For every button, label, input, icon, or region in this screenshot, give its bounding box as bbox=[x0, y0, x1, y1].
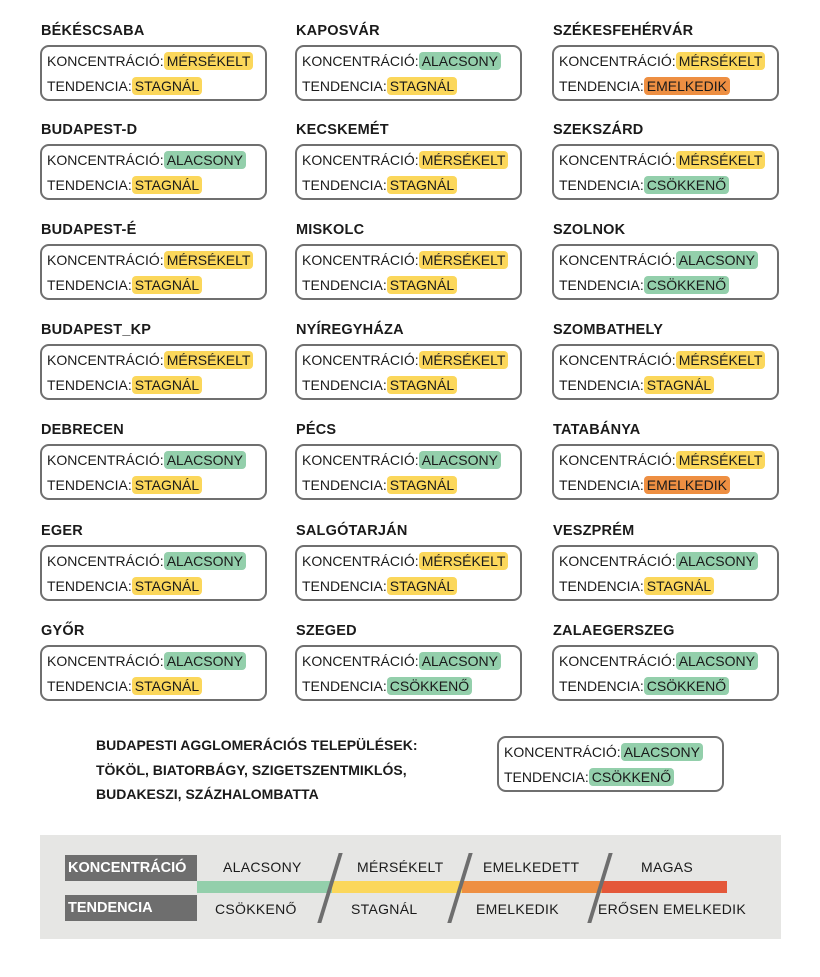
tendencia-badge: STAGNÁL bbox=[644, 376, 714, 394]
city-name-debrecen: DEBRECEN bbox=[41, 422, 124, 438]
city-status-card bbox=[40, 244, 267, 300]
legend-trend-stagnal: STAGNÁL bbox=[351, 901, 418, 917]
koncentracio-label: KONCENTRÁCIÓ: bbox=[302, 252, 419, 268]
tendencia-badge: STAGNÁL bbox=[132, 376, 202, 394]
tendencia-label: TENDENCIA: bbox=[504, 769, 589, 785]
tendencia-label: TENDENCIA: bbox=[559, 678, 644, 694]
legend-trend-csokkeno: CSÖKKENŐ bbox=[215, 901, 297, 917]
legend-trend-emelkedik: EMELKEDIK bbox=[476, 901, 559, 917]
koncentracio-line bbox=[47, 351, 253, 369]
koncentracio-line bbox=[559, 52, 765, 70]
city-status-card bbox=[552, 144, 779, 200]
city-name-szeged: SZEGED bbox=[296, 623, 357, 639]
koncentracio-label: KONCENTRÁCIÓ: bbox=[559, 252, 676, 268]
tendencia-badge: CSÖKKENŐ bbox=[644, 677, 729, 695]
koncentracio-badge: ALACSONY bbox=[419, 451, 501, 469]
koncentracio-badge: ALACSONY bbox=[419, 52, 501, 70]
legend-bar-emelkedett bbox=[462, 881, 602, 893]
koncentracio-badge: ALACSONY bbox=[164, 451, 246, 469]
tendencia-badge: STAGNÁL bbox=[387, 577, 457, 595]
koncentracio-badge: MÉRSÉKELT bbox=[419, 151, 509, 169]
tendencia-label: TENDENCIA: bbox=[47, 78, 132, 94]
tendencia-badge: STAGNÁL bbox=[387, 77, 457, 95]
koncentracio-badge: ALACSONY bbox=[419, 652, 501, 670]
city-name-salg-tarj-n: SALGÓTARJÁN bbox=[296, 523, 408, 539]
koncentracio-label: KONCENTRÁCIÓ: bbox=[559, 152, 676, 168]
tendencia-label: TENDENCIA: bbox=[47, 678, 132, 694]
koncentracio-label: KONCENTRÁCIÓ: bbox=[559, 553, 676, 569]
koncentracio-badge: ALACSONY bbox=[676, 652, 758, 670]
tendencia-label: TENDENCIA: bbox=[559, 477, 644, 493]
koncentracio-badge: MÉRSÉKELT bbox=[419, 552, 509, 570]
tendencia-badge: STAGNÁL bbox=[132, 176, 202, 194]
koncentracio-label: KONCENTRÁCIÓ: bbox=[47, 53, 164, 69]
city-name-miskolc: MISKOLC bbox=[296, 222, 365, 238]
tendencia-line bbox=[47, 577, 202, 595]
koncentracio-label: KONCENTRÁCIÓ: bbox=[559, 653, 676, 669]
city-name-budapest-d: BUDAPEST-D bbox=[41, 122, 138, 138]
tendencia-badge: CSÖKKENŐ bbox=[387, 677, 472, 695]
city-name-szeksz-rd: SZEKSZÁRD bbox=[553, 122, 644, 138]
tendencia-label: TENDENCIA: bbox=[47, 377, 132, 393]
tendencia-label: TENDENCIA: bbox=[559, 78, 644, 94]
agglomeration-line: TÖKÖL, BIATORBÁGY, SZIGETSZENTMIKLÓS, bbox=[96, 761, 407, 778]
city-status-card bbox=[295, 645, 522, 701]
city-status-card bbox=[552, 545, 779, 601]
koncentracio-line bbox=[559, 552, 758, 570]
legend-bar-alacsony bbox=[197, 881, 332, 893]
koncentracio-line bbox=[302, 451, 501, 469]
koncentracio-badge: MÉRSÉKELT bbox=[164, 351, 254, 369]
koncentracio-label: KONCENTRÁCIÓ: bbox=[302, 152, 419, 168]
city-name-p-cs: PÉCS bbox=[296, 422, 337, 438]
koncentracio-badge: ALACSONY bbox=[164, 552, 246, 570]
city-name-kecskem-t: KECSKEMÉT bbox=[296, 122, 389, 138]
tendencia-badge: STAGNÁL bbox=[132, 476, 202, 494]
agglomeration-title bbox=[96, 733, 418, 807]
city-status-card bbox=[40, 344, 267, 400]
tendencia-line bbox=[302, 176, 457, 194]
koncentracio-label: KONCENTRÁCIÓ: bbox=[47, 553, 164, 569]
koncentracio-badge: ALACSONY bbox=[164, 652, 246, 670]
koncentracio-badge: ALACSONY bbox=[621, 743, 703, 761]
koncentracio-label: KONCENTRÁCIÓ: bbox=[47, 653, 164, 669]
koncentracio-line bbox=[47, 251, 253, 269]
koncentracio-badge: MÉRSÉKELT bbox=[419, 351, 509, 369]
city-status-card bbox=[40, 45, 267, 101]
legend-koncentracio-key: KONCENTRÁCIÓ bbox=[65, 855, 197, 881]
tendencia-line bbox=[302, 577, 457, 595]
tendencia-line bbox=[302, 77, 457, 95]
city-status-card bbox=[552, 444, 779, 500]
koncentracio-line bbox=[302, 52, 501, 70]
koncentracio-badge: MÉRSÉKELT bbox=[676, 451, 766, 469]
city-status-card bbox=[552, 244, 779, 300]
koncentracio-badge: MÉRSÉKELT bbox=[419, 251, 509, 269]
tendencia-badge: STAGNÁL bbox=[387, 276, 457, 294]
koncentracio-line bbox=[302, 652, 501, 670]
koncentracio-label: KONCENTRÁCIÓ: bbox=[302, 553, 419, 569]
koncentracio-badge: ALACSONY bbox=[676, 251, 758, 269]
city-status-card bbox=[552, 344, 779, 400]
tendencia-label: TENDENCIA: bbox=[559, 578, 644, 594]
koncentracio-label: KONCENTRÁCIÓ: bbox=[47, 352, 164, 368]
tendencia-badge: EMELKEDIK bbox=[644, 77, 730, 95]
tendencia-badge: CSÖKKENŐ bbox=[644, 276, 729, 294]
legend-bar-mersekelt bbox=[332, 881, 462, 893]
koncentracio-badge: MÉRSÉKELT bbox=[676, 151, 766, 169]
koncentracio-line bbox=[47, 451, 246, 469]
agglomeration-line: BUDAPESTI AGGLOMERÁCIÓS TELEPÜLÉSEK: bbox=[96, 737, 418, 753]
city-name-sz-kesfeh-rv-r: SZÉKESFEHÉRVÁR bbox=[553, 23, 694, 39]
koncentracio-label: KONCENTRÁCIÓ: bbox=[302, 452, 419, 468]
tendencia-label: TENDENCIA: bbox=[302, 78, 387, 94]
tendencia-label: TENDENCIA: bbox=[302, 377, 387, 393]
tendencia-label: TENDENCIA: bbox=[559, 177, 644, 193]
koncentracio-line bbox=[302, 251, 508, 269]
tendencia-label: TENDENCIA: bbox=[302, 477, 387, 493]
tendencia-line bbox=[47, 476, 202, 494]
city-name-szombathely: SZOMBATHELY bbox=[553, 322, 664, 338]
koncentracio-label: KONCENTRÁCIÓ: bbox=[302, 53, 419, 69]
tendencia-label: TENDENCIA: bbox=[47, 477, 132, 493]
tendencia-badge: STAGNÁL bbox=[132, 577, 202, 595]
koncentracio-line bbox=[504, 743, 703, 761]
city-status-card bbox=[295, 545, 522, 601]
city-status-card bbox=[295, 444, 522, 500]
tendencia-line bbox=[302, 677, 472, 695]
tendencia-line bbox=[559, 176, 729, 194]
tendencia-line bbox=[302, 476, 457, 494]
tendencia-badge: STAGNÁL bbox=[387, 376, 457, 394]
city-name-b-k-scsaba: BÉKÉSCSABA bbox=[41, 23, 145, 39]
tendencia-line bbox=[559, 276, 729, 294]
koncentracio-label: KONCENTRÁCIÓ: bbox=[302, 352, 419, 368]
tendencia-line bbox=[47, 677, 202, 695]
koncentracio-line bbox=[47, 151, 246, 169]
koncentracio-badge: MÉRSÉKELT bbox=[676, 52, 766, 70]
city-status-card bbox=[40, 645, 267, 701]
koncentracio-label: KONCENTRÁCIÓ: bbox=[47, 452, 164, 468]
legend-tendencia-key: TENDENCIA bbox=[65, 895, 197, 921]
koncentracio-label: KONCENTRÁCIÓ: bbox=[559, 352, 676, 368]
tendencia-line bbox=[504, 768, 674, 786]
city-name-szolnok: SZOLNOK bbox=[553, 222, 626, 238]
koncentracio-badge: MÉRSÉKELT bbox=[164, 52, 254, 70]
tendencia-label: TENDENCIA: bbox=[47, 177, 132, 193]
city-status-card bbox=[295, 144, 522, 200]
koncentracio-label: KONCENTRÁCIÓ: bbox=[559, 452, 676, 468]
city-name-veszpr-m: VESZPRÉM bbox=[553, 523, 635, 539]
city-status-card bbox=[552, 645, 779, 701]
tendencia-badge: STAGNÁL bbox=[132, 77, 202, 95]
tendencia-label: TENDENCIA: bbox=[302, 678, 387, 694]
city-name-budapest-: BUDAPEST-É bbox=[41, 222, 137, 238]
tendencia-label: TENDENCIA: bbox=[302, 177, 387, 193]
legend-level-emelkedett: EMELKEDETT bbox=[483, 859, 580, 875]
koncentracio-line bbox=[559, 351, 765, 369]
agglomeration-line: BUDAKESZI, SZÁZHALOMBATTA bbox=[96, 786, 319, 802]
tendencia-label: TENDENCIA: bbox=[47, 578, 132, 594]
city-name-tatab-nya: TATABÁNYA bbox=[553, 422, 641, 438]
tendencia-line bbox=[47, 77, 202, 95]
koncentracio-label: KONCENTRÁCIÓ: bbox=[47, 252, 164, 268]
city-name-ny-regyh-za: NYÍREGYHÁZA bbox=[296, 322, 404, 338]
tendencia-label: TENDENCIA: bbox=[559, 377, 644, 393]
koncentracio-badge: ALACSONY bbox=[676, 552, 758, 570]
legend bbox=[40, 835, 781, 939]
city-status-card bbox=[40, 144, 267, 200]
koncentracio-line bbox=[302, 552, 508, 570]
city-status-card bbox=[295, 344, 522, 400]
tendencia-line bbox=[559, 476, 730, 494]
legend-level-mersekelt: MÉRSÉKELT bbox=[357, 859, 444, 875]
koncentracio-label: KONCENTRÁCIÓ: bbox=[302, 653, 419, 669]
legend-level-magas: MAGAS bbox=[641, 859, 694, 875]
tendencia-badge: STAGNÁL bbox=[387, 476, 457, 494]
koncentracio-line bbox=[559, 451, 765, 469]
legend-bar-magas bbox=[602, 881, 727, 893]
tendencia-line bbox=[559, 677, 729, 695]
tendencia-line bbox=[47, 276, 202, 294]
tendencia-badge: CSÖKKENŐ bbox=[589, 768, 674, 786]
tendencia-label: TENDENCIA: bbox=[559, 277, 644, 293]
legend-trend-erosen-emelkedik: ERŐSEN EMELKEDIK bbox=[598, 901, 746, 917]
koncentracio-label: KONCENTRÁCIÓ: bbox=[504, 744, 621, 760]
city-status-card bbox=[552, 45, 779, 101]
koncentracio-label: KONCENTRÁCIÓ: bbox=[559, 53, 676, 69]
koncentracio-badge: MÉRSÉKELT bbox=[676, 351, 766, 369]
tendencia-badge: STAGNÁL bbox=[644, 577, 714, 595]
koncentracio-line bbox=[559, 251, 758, 269]
koncentracio-line bbox=[559, 652, 758, 670]
city-name-eger: EGER bbox=[41, 523, 83, 539]
koncentracio-badge: ALACSONY bbox=[164, 151, 246, 169]
koncentracio-line bbox=[559, 151, 765, 169]
tendencia-label: TENDENCIA: bbox=[47, 277, 132, 293]
city-name-budapest-kp: BUDAPEST_KP bbox=[41, 322, 152, 338]
tendencia-line bbox=[559, 77, 730, 95]
agglomeration-status-card bbox=[497, 736, 724, 792]
koncentracio-label: KONCENTRÁCIÓ: bbox=[47, 152, 164, 168]
tendencia-badge: STAGNÁL bbox=[132, 276, 202, 294]
city-status-card bbox=[295, 244, 522, 300]
tendencia-badge: STAGNÁL bbox=[387, 176, 457, 194]
koncentracio-line bbox=[302, 151, 508, 169]
koncentracio-line bbox=[47, 652, 246, 670]
tendencia-line bbox=[47, 376, 202, 394]
tendencia-badge: EMELKEDIK bbox=[644, 476, 730, 494]
tendencia-label: TENDENCIA: bbox=[302, 578, 387, 594]
koncentracio-badge: MÉRSÉKELT bbox=[164, 251, 254, 269]
tendencia-line bbox=[47, 176, 202, 194]
legend-level-alacsony: ALACSONY bbox=[223, 859, 302, 875]
koncentracio-line bbox=[302, 351, 508, 369]
city-status-card bbox=[295, 45, 522, 101]
city-name-gy-r: GYŐR bbox=[41, 623, 85, 639]
tendencia-line bbox=[302, 376, 457, 394]
city-status-card bbox=[40, 444, 267, 500]
city-name-kaposv-r: KAPOSVÁR bbox=[296, 23, 380, 39]
tendencia-badge: CSÖKKENŐ bbox=[644, 176, 729, 194]
city-name-zalaegerszeg: ZALAEGERSZEG bbox=[553, 623, 675, 639]
city-status-card bbox=[40, 545, 267, 601]
koncentracio-line bbox=[47, 52, 253, 70]
koncentracio-line bbox=[47, 552, 246, 570]
tendencia-line bbox=[559, 376, 714, 394]
tendencia-label: TENDENCIA: bbox=[302, 277, 387, 293]
tendencia-line bbox=[302, 276, 457, 294]
tendencia-line bbox=[559, 577, 714, 595]
tendencia-badge: STAGNÁL bbox=[132, 677, 202, 695]
